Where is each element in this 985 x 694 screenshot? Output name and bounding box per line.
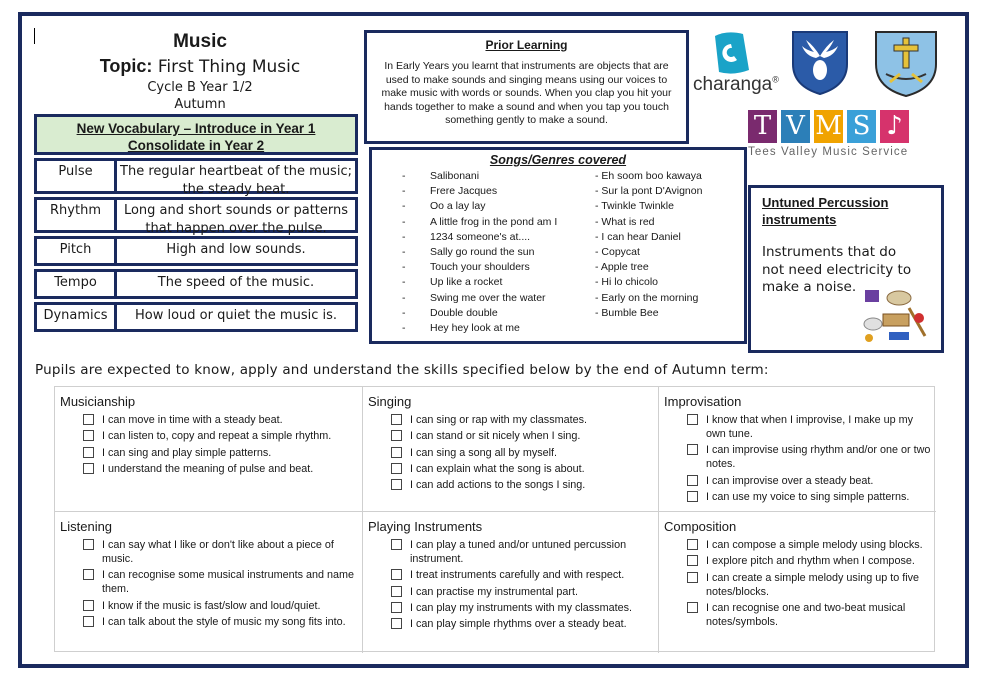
song-item: - What is red xyxy=(595,215,655,228)
song-title: Salibonani xyxy=(430,170,480,182)
skill-text: I know that when I improvise, I make up my own tune. xyxy=(706,414,914,440)
skill-item xyxy=(368,429,653,443)
skill-checkbox[interactable] xyxy=(391,586,402,597)
skill-text: I can talk about the style of music my song fits into. xyxy=(102,615,346,628)
song-item xyxy=(380,184,575,199)
skill-text: I can play my instruments with my classmates. xyxy=(410,601,633,614)
song-dash: - xyxy=(402,245,406,258)
vocab-row xyxy=(34,236,358,266)
skill-item xyxy=(368,568,653,582)
skill-checkbox[interactable] xyxy=(83,430,94,441)
topic-label: Topic: xyxy=(99,56,153,76)
skill-item xyxy=(60,413,357,427)
prior-learning-text: In Early Years you learnt that instruments are objects that are used to make sounds and singing means using our voices to make music with words or sounds. When you clap you hit your hands together to make a sound and when you tap you touch something gently to make a sound. xyxy=(381,60,672,126)
vocab-definition: High and low sounds. xyxy=(166,242,306,257)
song-item xyxy=(380,169,575,184)
percussion-instruments-icon xyxy=(859,284,931,346)
skill-checkbox[interactable] xyxy=(687,444,698,455)
tvms-letter-v: V xyxy=(781,110,810,143)
skill-text: I know if the music is fast/slow and loud/quiet. xyxy=(102,599,321,612)
vocab-row xyxy=(34,197,358,236)
skill-section-listening xyxy=(55,512,363,653)
song-item xyxy=(380,215,575,230)
skill-checkbox[interactable] xyxy=(687,602,698,613)
skills-grid xyxy=(54,386,935,652)
cycle-line: Cycle B Year 1/2 xyxy=(147,80,253,95)
songs-box xyxy=(369,147,747,344)
vocab-row xyxy=(34,269,358,299)
skill-item xyxy=(664,554,931,568)
skill-text: I can play a tuned and/or untuned percussion instrument. xyxy=(410,539,627,565)
skill-section-improvisation xyxy=(659,387,936,512)
tvms-subtitle: Tees Valley Music Service xyxy=(748,146,909,158)
skill-checkbox[interactable] xyxy=(83,600,94,611)
song-dash: - xyxy=(402,291,406,304)
skill-checkbox[interactable] xyxy=(83,414,94,425)
topic-line xyxy=(60,54,340,79)
school-shield-cross-icon xyxy=(874,30,938,98)
expectation-text: Pupils are expected to know, apply and understand the skills specified below by the end of Autumn term: xyxy=(35,362,769,378)
song-item: - Sur la pont D'Avignon xyxy=(595,185,703,198)
skill-checkbox[interactable] xyxy=(391,602,402,613)
song-item xyxy=(380,230,575,245)
school-shield-stag-icon xyxy=(791,30,849,96)
vocab-definition: The speed of the music. xyxy=(157,275,315,290)
skill-checkbox[interactable] xyxy=(687,491,698,502)
skill-checkbox[interactable] xyxy=(83,447,94,458)
song-item xyxy=(380,199,575,214)
skill-item xyxy=(368,413,653,427)
song-item: - Early on the morning xyxy=(595,291,699,304)
songs-left-column xyxy=(380,169,575,336)
skill-text: I can use my voice to sing simple patterns. xyxy=(706,490,910,503)
skill-section-title: Listening xyxy=(60,519,113,534)
skill-text: I can sing or rap with my classmates. xyxy=(410,414,588,426)
tvms-music-note-icon: ♪ xyxy=(880,110,909,143)
vocab-definition: How loud or quiet the music is. xyxy=(135,308,337,323)
skill-text: I can recognise one and two-beat musical notes/symbols. xyxy=(706,601,906,628)
vocab-term: Dynamics xyxy=(37,305,117,329)
skill-item xyxy=(60,429,357,443)
vocab-term: Pitch xyxy=(37,239,117,263)
song-item: - Twinkle Twinkle xyxy=(595,200,674,213)
charanga-logo xyxy=(693,30,779,100)
skill-text: I can improvise using rhythm and/or one or two notes. xyxy=(706,444,931,471)
skill-item xyxy=(664,413,931,441)
skill-checkbox[interactable] xyxy=(391,479,402,490)
prior-learning-heading: Prior Learning xyxy=(485,38,568,52)
header xyxy=(60,30,340,113)
tvms-logo xyxy=(748,110,944,162)
skill-checkbox[interactable] xyxy=(687,555,698,566)
skill-checkbox[interactable] xyxy=(391,430,402,441)
skill-text: I can create a simple melody using up to five notes/blocks. xyxy=(706,571,920,598)
song-title: Oo a lay lay xyxy=(430,200,486,213)
skill-text: I can add actions to the songs I sing. xyxy=(410,479,586,492)
song-dash: - xyxy=(402,170,406,182)
charanga-wordmark xyxy=(693,74,779,96)
song-title: Up like a rocket xyxy=(430,276,503,289)
skill-checkbox[interactable] xyxy=(83,569,94,580)
skill-item xyxy=(664,601,931,629)
skill-item xyxy=(368,601,653,615)
vocab-row xyxy=(34,302,358,332)
skill-item xyxy=(368,585,653,599)
song-item xyxy=(380,306,575,321)
skill-item xyxy=(664,490,931,504)
tvms-letter-m: M xyxy=(815,111,842,141)
vocab-definition: The regular heartbeat of the music; the steady beat. xyxy=(120,164,352,197)
song-dash: - xyxy=(402,185,406,198)
skill-item xyxy=(368,462,653,476)
skill-text: I can move in time with a steady beat. xyxy=(102,414,283,426)
page-title: Music xyxy=(173,31,227,52)
songs-columns xyxy=(380,169,736,336)
tvms-letter-t: T xyxy=(748,110,777,143)
song-item: - Copycat xyxy=(595,245,640,258)
skill-item xyxy=(664,538,931,552)
skill-section-title: Musicianship xyxy=(60,394,136,409)
song-dash: - xyxy=(402,306,406,319)
skill-item xyxy=(60,615,357,629)
untuned-percussion-box xyxy=(748,185,944,353)
skill-item xyxy=(664,571,931,599)
skill-item xyxy=(60,538,357,566)
charanga-registered: ® xyxy=(772,74,779,85)
skill-text: I can play simple rhythms over a steady beat. xyxy=(410,618,627,631)
skill-item xyxy=(60,446,357,460)
song-item: - Apple tree xyxy=(595,261,649,274)
skill-section-playing-instruments xyxy=(363,512,659,653)
song-item xyxy=(380,245,575,260)
skill-text: I can recognise some musical instruments and name them. xyxy=(102,569,355,596)
song-item xyxy=(380,275,575,290)
skill-item xyxy=(664,443,931,471)
skill-text: I can explain what the song is about. xyxy=(410,462,585,475)
song-dash: - xyxy=(402,321,406,334)
skill-text: I can say what I like or don't like about a piece of music. xyxy=(102,539,334,565)
skill-item xyxy=(368,446,653,460)
song-item xyxy=(380,291,575,306)
song-item: - Bumble Bee xyxy=(595,306,659,319)
song-dash: - xyxy=(402,261,406,274)
skill-checkbox[interactable] xyxy=(687,539,698,550)
skill-checkbox[interactable] xyxy=(391,618,402,629)
song-item: - Eh soom boo kawaya xyxy=(595,170,702,182)
skill-text: I can practise my instrumental part. xyxy=(410,585,579,598)
term-line: Autumn xyxy=(174,97,226,112)
vocabulary-heading-line2: Consolidate in Year 2 xyxy=(127,138,265,153)
song-title: Frere Jacques xyxy=(430,185,498,198)
skill-section-title: Improvisation xyxy=(664,394,742,409)
vocab-definition: Long and short sounds or patterns that happen over the pulse. xyxy=(123,203,349,236)
skill-item xyxy=(368,617,653,631)
skill-text: I understand the meaning of pulse and beat. xyxy=(102,462,314,475)
skill-text: I can stand or sit nicely when I sing. xyxy=(410,430,581,443)
skill-section-singing xyxy=(363,387,659,512)
song-title: 1234 someone's at.... xyxy=(430,230,531,243)
skill-checkbox[interactable] xyxy=(391,463,402,474)
vocabulary-heading-line1: New Vocabulary – Introduce in Year 1 xyxy=(76,121,316,136)
charanga-mark-icon xyxy=(693,30,763,78)
skill-text: I can sing a song all by myself. xyxy=(410,446,558,459)
song-title: Hey hey look at me xyxy=(430,321,520,334)
prior-learning-box xyxy=(364,30,689,144)
song-title: Sally go round the sun xyxy=(430,245,535,258)
charanga-name: charanga xyxy=(693,74,773,95)
song-title: Double double xyxy=(430,306,498,319)
song-title: Touch your shoulders xyxy=(430,261,530,274)
vocab-term: Rhythm xyxy=(37,200,117,230)
vocab-term: Tempo xyxy=(37,272,117,296)
topic-value: First Thing Music xyxy=(157,57,301,77)
song-item xyxy=(380,260,575,275)
skill-text: I can improvise over a steady beat. xyxy=(706,474,874,487)
skill-checkbox[interactable] xyxy=(391,414,402,425)
skill-checkbox[interactable] xyxy=(83,463,94,474)
skill-section-musicianship xyxy=(55,387,363,512)
skill-text: I explore pitch and rhythm when I compose. xyxy=(706,555,915,568)
vocabulary-table xyxy=(34,114,358,332)
skill-checkbox[interactable] xyxy=(83,616,94,627)
skill-checkbox[interactable] xyxy=(391,569,402,580)
skill-checkbox[interactable] xyxy=(687,475,698,486)
vocab-term: Pulse xyxy=(37,161,117,191)
vocab-row xyxy=(34,158,358,197)
skill-section-title: Singing xyxy=(368,394,412,409)
skill-checkbox[interactable] xyxy=(391,539,402,550)
untuned-text: Instruments that do not need electricity to make a noise. xyxy=(762,244,912,295)
songs-heading: Songs/Genres covered xyxy=(489,153,627,167)
skill-item xyxy=(60,568,357,596)
skill-checkbox[interactable] xyxy=(391,447,402,458)
song-dash: - xyxy=(402,200,406,213)
skill-section-title: Composition xyxy=(664,519,737,534)
skill-item xyxy=(368,538,653,566)
skill-text: I treat instruments carefully and with respect. xyxy=(410,569,625,582)
vocabulary-heading xyxy=(34,114,358,155)
song-dash: - xyxy=(402,215,406,228)
skill-section-title: Playing Instruments xyxy=(368,519,483,534)
skill-text: I can listen to, copy and repeat a simple rhythm. xyxy=(102,430,332,443)
skill-item xyxy=(368,478,653,492)
skill-item xyxy=(60,462,357,476)
skill-section-composition xyxy=(659,512,936,653)
song-title: A little frog in the pond am I xyxy=(430,215,558,228)
text-cursor xyxy=(34,28,35,44)
tvms-letters xyxy=(748,110,944,143)
skill-checkbox[interactable] xyxy=(83,539,94,550)
song-title: Swing me over the water xyxy=(430,291,546,304)
skill-item xyxy=(664,474,931,488)
song-dash: - xyxy=(402,230,406,243)
skill-checkbox[interactable] xyxy=(687,414,698,425)
skill-text: I can compose a simple melody using blocks. xyxy=(706,539,923,551)
skill-item xyxy=(60,599,357,613)
tvms-letter-s: S xyxy=(847,110,876,143)
song-item: - I can hear Daniel xyxy=(595,230,681,243)
song-item xyxy=(380,321,575,336)
song-dash: - xyxy=(402,276,406,289)
skill-checkbox[interactable] xyxy=(687,572,698,583)
song-item: - Hi lo chicolo xyxy=(595,276,659,289)
skill-text: I can sing and play simple patterns. xyxy=(102,446,272,459)
songs-right-column xyxy=(575,169,736,336)
untuned-heading: Untuned Percussion instruments xyxy=(762,195,889,227)
